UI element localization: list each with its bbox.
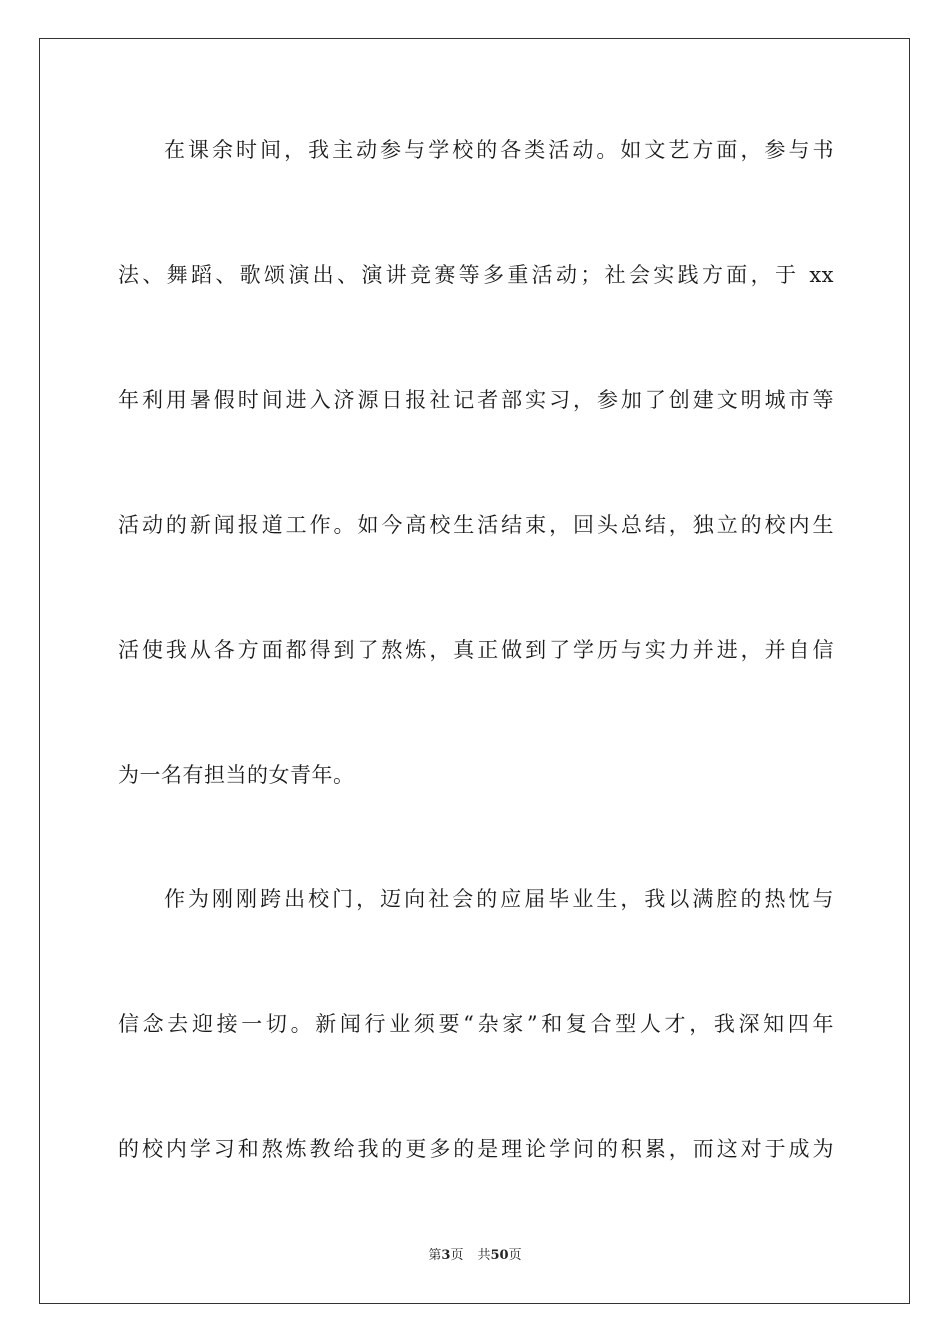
page-suffix: 页 — [450, 1248, 464, 1263]
paragraph-line: 的校内学习和熬炼教给我的更多的是理论学问的积累，而这对于成为 — [118, 1137, 834, 1161]
paragraph-line: 作为刚刚跨出校门，迈向社会的应届毕业生，我以满腔的热忱与 — [164, 887, 834, 911]
paragraph-line: 法、舞蹈、歌颂演出、演讲竞赛等多重活动；社会实践方面，于 xx — [118, 263, 834, 287]
paragraph-line: 活使我从各方面都得到了熬炼，真正做到了学历与实力并进，并自信 — [118, 638, 834, 662]
paragraph-line: 在课余时间，我主动参与学校的各类活动。如文艺方面，参与书 — [164, 138, 834, 162]
page-number: 3 — [441, 1248, 451, 1263]
page-prefix: 第 — [428, 1248, 442, 1263]
total-prefix: 共 — [477, 1248, 491, 1263]
page-border — [39, 38, 910, 1304]
paragraph-line: 活动的新闻报道工作。如今高校生活结束，回头总结，独立的校内生 — [118, 513, 834, 537]
total-suffix: 页 — [508, 1248, 522, 1263]
paragraph-line: 信念去迎接一切。新闻行业须要“杂家”和复合型人才，我深知四年 — [118, 1012, 834, 1036]
page-footer — [0, 1247, 950, 1265]
total-pages: 50 — [490, 1248, 509, 1263]
paragraph-line: 为一名有担当的女青年。 — [118, 763, 355, 787]
paragraph-line: 年利用暑假时间进入济源日报社记者部实习，参加了创建文明城市等 — [118, 388, 834, 412]
